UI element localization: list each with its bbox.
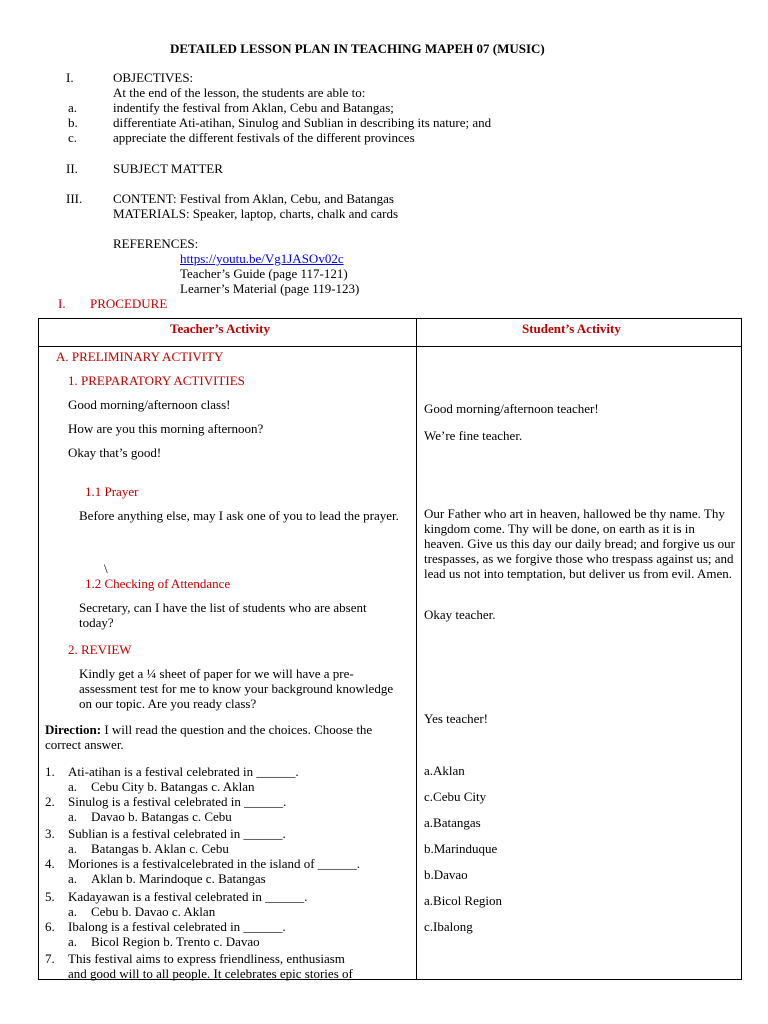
student-greeting: Good morning/afternoon teacher! <box>424 401 599 416</box>
answer-3: a.Batangas <box>424 815 481 830</box>
question-3-choice-letter: a. <box>68 841 78 856</box>
reference-teachers-guide: Teacher’s Guide (page 117-121) <box>180 266 348 281</box>
answer-4: b.Marinduque <box>424 841 498 856</box>
subject-matter-heading: SUBJECT MATTER <box>113 161 223 176</box>
direction-label: Direction: <box>45 722 102 737</box>
teacher-greeting: Good morning/afternoon class! <box>68 397 231 412</box>
objective-b-text: differentiate Ati-atihan, Sinulog and Sublian in describing its nature; and <box>113 115 492 130</box>
question-4-choice-letter: a. <box>68 871 78 886</box>
question-7-number: 7. <box>45 951 55 966</box>
objectives-intro: At the end of the lesson, the students are able to: <box>113 85 366 100</box>
question-6-choice-letter: a. <box>68 934 78 949</box>
answer-6: a.Bicol Region <box>424 893 502 908</box>
teacher-how-are-you: How are you this morning afternoon? <box>68 421 264 436</box>
teacher-okay-good: Okay that’s good! <box>68 445 162 460</box>
question-2-choices: Davao b. Batangas c. Cebu <box>91 809 232 824</box>
objectives-numeral: I. <box>66 70 74 85</box>
answer-5: b.Davao <box>424 867 468 882</box>
procedure-heading: PROCEDURE <box>90 296 168 311</box>
review-text: Kindly get a ¼ sheet of paper for we will have a pre-assessment test for me to know your background knowledge on our topic. Are you ready class? <box>79 666 394 711</box>
objective-c-text: appreciate the different festivals of the different provinces <box>113 130 415 145</box>
question-5-text: Kadayawan is a festival celebrated in ______. <box>68 889 308 904</box>
question-2-choice-letter: a. <box>68 809 78 824</box>
reference-learners-material: Learner’s Material (page 119-123) <box>180 281 360 296</box>
question-7-line-2: and good will to all people. It celebrates epic stories of <box>68 966 353 981</box>
question-1-text: Ati-atihan is a festival celebrated in ______. <box>68 764 299 779</box>
table-header-divider <box>38 346 742 347</box>
preliminary-activity-heading: A. PRELIMINARY ACTIVITY <box>56 349 224 364</box>
question-1-choice-letter: a. <box>68 779 78 794</box>
objective-b-letter: b. <box>68 115 78 130</box>
reference-link[interactable]: https://youtu.be/Vg1JASOv02c <box>180 251 344 266</box>
direction-body: I will read the question and the choices. Choose the correct answer. <box>45 722 373 752</box>
question-5-choice-letter: a. <box>68 904 78 919</box>
subject-matter-numeral: II. <box>66 161 78 176</box>
question-2-text: Sinulog is a festival celebrated in ______. <box>68 794 287 809</box>
question-3-number: 3. <box>45 826 55 841</box>
stray-backslash: \ <box>104 561 108 576</box>
student-okay: Okay teacher. <box>424 607 496 622</box>
answer-7: c.Ibalong <box>424 919 473 934</box>
page-title: DETAILED LESSON PLAN IN TEACHING MAPEH 07 (MUSIC) <box>170 41 545 56</box>
student-fine: We’re fine teacher. <box>424 428 523 443</box>
content-line: CONTENT: Festival from Aklan, Cebu, and Batangas <box>113 191 394 206</box>
table-column-divider <box>416 318 417 980</box>
materials-line: MATERIALS: Speaker, laptop, charts, chalk and cards <box>113 206 399 221</box>
review-heading: 2. REVIEW <box>68 642 132 657</box>
question-4-choices: Aklan b. Marindoque c. Batangas <box>91 871 266 886</box>
objective-a-letter: a. <box>68 100 78 115</box>
question-5-number: 5. <box>45 889 55 904</box>
answer-1: a.Aklan <box>424 763 465 778</box>
teacher-activity-header: Teacher’s Activity <box>170 321 271 336</box>
question-1-number: 1. <box>45 764 55 779</box>
procedure-numeral: I. <box>58 296 66 311</box>
student-prayer: Our Father who art in heaven, hallowed be thy name. Thy kingdom come. Thy will be done, on earth as it is in heaven. Give us this day our daily bread; and forgive us our trespasses, as we forgive those who trespass against us; and lead us not into temptation, but deliver us from evil. Amen. <box>424 506 735 581</box>
answer-2: c.Cebu City <box>424 789 487 804</box>
question-2-number: 2. <box>45 794 55 809</box>
prayer-heading: 1.1 Prayer <box>85 484 139 499</box>
question-6-number: 6. <box>45 919 55 934</box>
question-1-choices: Cebu City b. Batangas c. Aklan <box>91 779 255 794</box>
preparatory-activities-heading: 1. PREPARATORY ACTIVITIES <box>68 373 245 388</box>
student-activity-header: Student’s Activity <box>522 321 621 336</box>
question-3-text: Sublian is a festival celebrated in ______. <box>68 826 286 841</box>
prayer-request: Before anything else, may I ask one of you to lead the prayer. <box>79 508 399 523</box>
objective-a-text: indentify the festival from Aklan, Cebu and Batangas; <box>113 100 394 115</box>
objective-c-letter: c. <box>68 130 78 145</box>
direction-text <box>45 722 409 752</box>
question-3-choices: Batangas b. Aklan c. Cebu <box>91 841 229 856</box>
question-6-choices: Bicol Region b. Trento c. Davao <box>91 934 260 949</box>
question-4-number: 4. <box>45 856 55 871</box>
references-label: REFERENCES: <box>113 236 199 251</box>
question-4-text: Moriones is a festivalcelebrated in the island of ______. <box>68 856 361 871</box>
question-6-text: Ibalong is a festival celebrated in ______. <box>68 919 286 934</box>
question-7-line-1: This festival aims to express friendliness, enthusiasm <box>68 951 345 966</box>
content-numeral: III. <box>66 191 83 206</box>
attendance-request: Secretary, can I have the list of students who are absent today? <box>79 600 367 630</box>
question-5-choices: Cebu b. Davao c. Aklan <box>91 904 216 919</box>
objectives-heading: OBJECTIVES: <box>113 70 194 85</box>
student-yes: Yes teacher! <box>424 711 489 726</box>
attendance-heading: 1.2 Checking of Attendance <box>85 576 231 591</box>
